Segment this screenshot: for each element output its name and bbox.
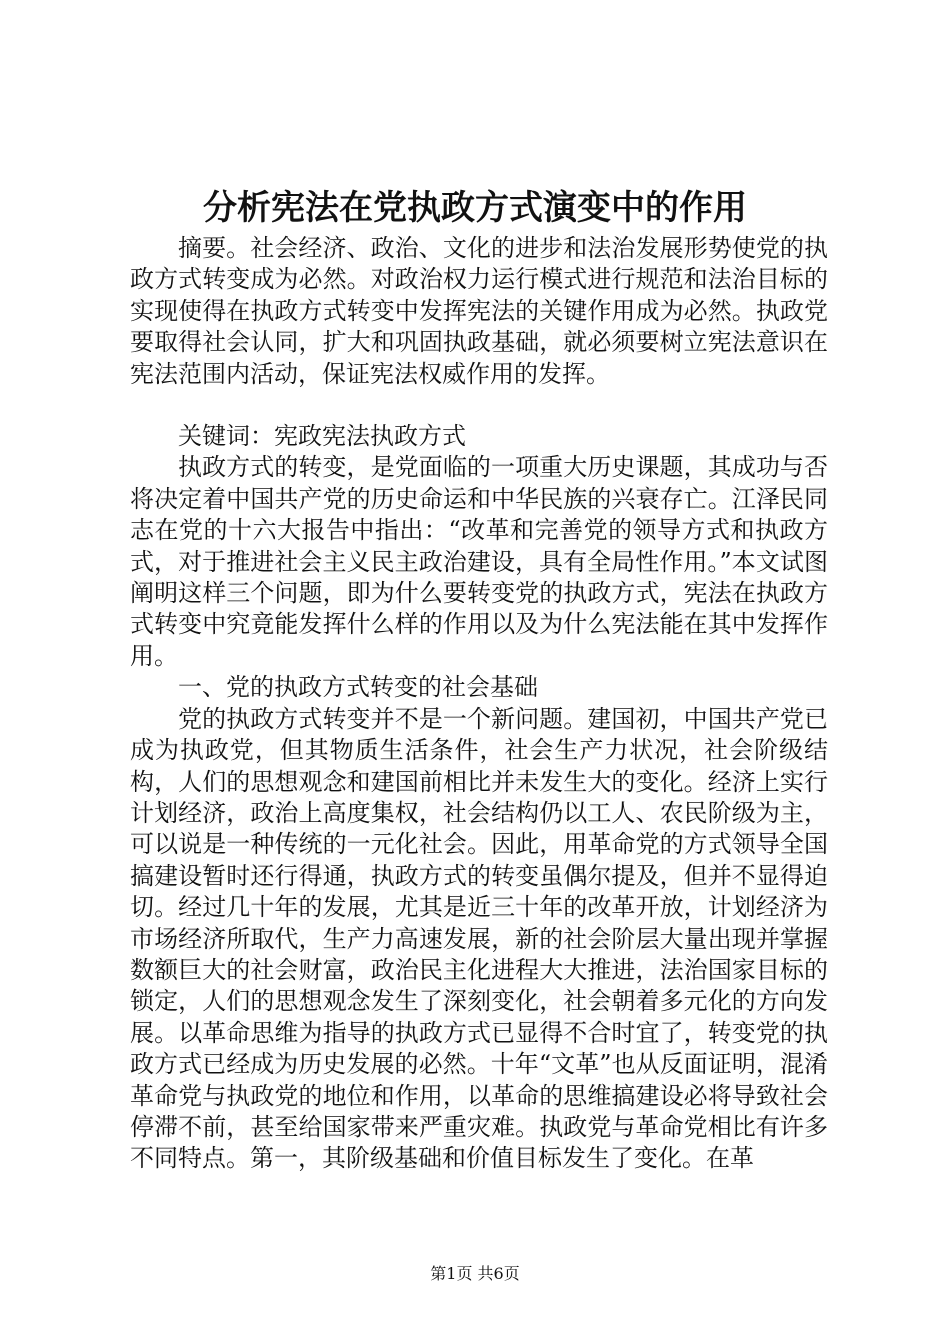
section-heading: 一、党的执政方式转变的社会基础: [178, 673, 538, 702]
page-footer: 第1页 共6页: [430, 1264, 520, 1283]
keywords-paragraph: 关键词：宪政宪法执政方式: [178, 422, 466, 451]
section-body-paragraph: 党的执政方式转变并不是一个新问题。建国初，中国共产党已成为执政党，但其物质生活条件，社会生产力状况，社会阶级结构，人们的思想观念和建国前相比并未发生大的变化。经济上实行计划经济，政治上高度集权，社会结构仍以工人、农民阶级为主，可以说是一种传统的一元化社会。因此，用革命党的方式领导全国搞建设暂时还行得通，执政方式的转变虽偶尔提及，但并不显得迫切。经过几十年的发展，尤其是近三十年的改革开放，计划经济为市场经济所取代，生产力高速发展，新的社会阶层大量出现并掌握数额巨大的社会财富，政治民主化进程大大推进，法治国家目标的锁定，人们的思想观念发生了深刻变化，社会朝着多元化的方向发展。以革命思维为指导的执政方式已显得不合时宜了，转变党的执政方式已经成为历史发展的必然。十年“文革”也从反面证明，混淆革命党与执政党的地位和作用，以革命的思维搞建设必将导致社会停滞不前，甚至给国家带来严重灾难。执政党与革命党相比有许多不同特点。第一，其阶级基础和价值目标发生了变化。在革: [130, 704, 828, 1173]
abstract-paragraph: 摘要。社会经济、政治、文化的进步和法治发展形势使党的执政方式转变成为必然。对政治权力运行模式进行规范和法治目标的实现使得在执政方式转变中发挥宪法的关键作用成为必然。执政党要取得社会认同，扩大和巩固执政基础，就必须要树立宪法意识在宪法范围内活动，保证宪法权威作用的发挥。: [130, 234, 828, 388]
document-body: [130, 233, 828, 1175]
intro-paragraph: 执政方式的转变，是党面临的一项重大历史课题，其成功与否将决定着中国共产党的历史命运和中华民族的兴衰存亡。江泽民同志在党的十六大报告中指出：“改革和完善党的领导方式和执政方式，对于推进社会主义民主政治建设，具有全局性作用。”本文试图阐明这样三个问题，即为什么要转变党的执政方式，宪法在执政方式转变中究竟能发挥什么样的作用以及为什么宪法能在其中发挥作用。: [130, 453, 828, 670]
document-title: 分析宪法在党执政方式演变中的作用: [203, 188, 747, 228]
